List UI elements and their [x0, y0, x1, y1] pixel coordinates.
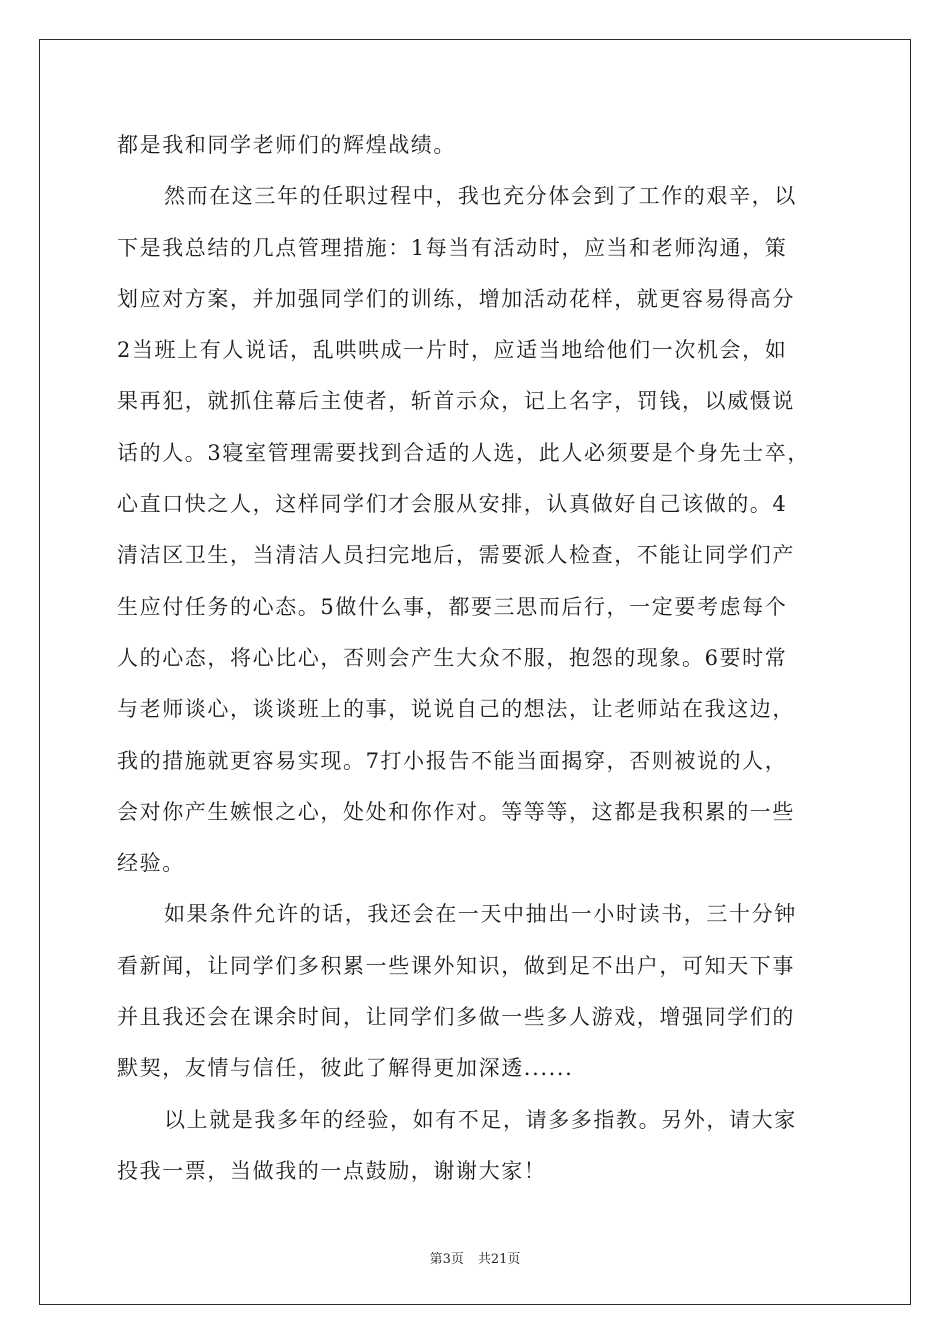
- text-line: 会对你产生嫉恨之心，处处和你作对。等等等，这都是我积累的一些: [117, 799, 795, 824]
- text-line: 生应付任务的心态。5做什么事，都要三思而后行，一定要考虑每个: [117, 594, 788, 619]
- text-line: 经验。: [117, 851, 185, 876]
- text-line: 都是我和同学老师们的辉煌战绩。: [117, 133, 456, 157]
- text-line: 默契，友情与信任，彼此了解得更加深透......: [117, 1056, 574, 1081]
- page-footer: [0, 1248, 950, 1267]
- text-line: 然而在这三年的任职过程中，我也充分体会到了工作的艰辛，以: [164, 184, 797, 209]
- text-line: 并且我还会在课余时间，让同学们多做一些多人游戏，增强同学们的: [117, 1005, 795, 1030]
- text-line: 清洁区卫生，当清洁人员扫完地后，需要派人检查，不能让同学们产: [117, 543, 795, 568]
- text-line: 投我一票，当做我的一点鼓励，谢谢大家！: [117, 1158, 547, 1183]
- text-line: 划应对方案，并加强同学们的训练，增加活动花样，就更容易得高分: [117, 286, 795, 311]
- text-line: 人的心态，将心比心，否则会产生大众不服，抱怨的现象。6要时常: [117, 645, 788, 670]
- text-line: 心直口快之人，这样同学们才会服从安排，认真做好自己该做的。4: [117, 492, 788, 517]
- text-line: 2当班上有人说话，乱哄哄成一片时，应适当地给他们一次机会，如: [117, 338, 788, 363]
- text-line: 与老师谈心，谈谈班上的事，说说自己的想法，让老师站在我这边，: [117, 697, 795, 722]
- text-line: 以上就是我多年的经验，如有不足，请多多指教。另外，请大家: [164, 1107, 797, 1132]
- text-line: 果再犯，就抓住幕后主使者，斩首示众，记上名字，罚钱，以威慑说: [117, 389, 795, 414]
- text-line: 如果条件允许的话，我还会在一天中抽出一小时读书，三十分钟: [164, 902, 797, 927]
- text-line: 看新闻，让同学们多积累一些课外知识，做到足不出户，可知天下事: [117, 953, 795, 978]
- text-line: 我的措施就更容易实现。7打小报告不能当面揭穿，否则被说的人，: [117, 748, 788, 773]
- current-page-label: 第3页: [429, 1252, 464, 1267]
- document-body: [117, 120, 837, 1197]
- text-line: 下是我总结的几点管理措施：1每当有活动时，应当和老师沟通，策: [117, 235, 788, 260]
- total-pages-label: 共21页: [477, 1252, 521, 1267]
- text-line: 话的人。3寝室管理需要找到合适的人选，此人必须要是个身先士卒，: [117, 440, 810, 465]
